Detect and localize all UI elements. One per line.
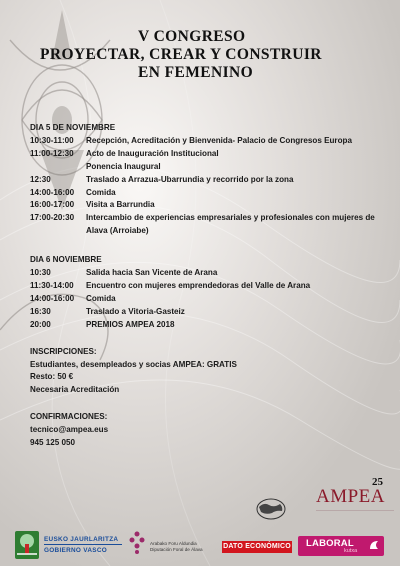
ampea-logo-number: 25 (372, 476, 383, 488)
schedule-time: 20:00 (30, 319, 51, 329)
alava-logo-line-2: Diputación Foral de Álava (150, 547, 203, 552)
inscripciones-heading: INSCRIPCIONES: (30, 346, 97, 356)
inscripciones-note: Necesaria Acreditación (30, 385, 120, 395)
schedule-row (30, 161, 380, 174)
dato-economico-logo: DATO ECONÓMICO (222, 541, 292, 553)
title-line-1: V CONGRESO (138, 28, 246, 45)
schedule-text: Traslado a Vitoria-Gasteiz (86, 306, 185, 316)
schedule-row (30, 267, 380, 280)
title-line-3: EN FEMENINO (138, 64, 254, 81)
schedule-row (30, 306, 380, 319)
schedule-time: 11:00-12:30 (30, 148, 74, 158)
basque-logo-divider (44, 544, 122, 545)
laboral-logo-word: LABORAL (306, 538, 354, 549)
schedule-text: Intercambio de experiencias empresariales y profesionales con mujeres de Alava (Arroiabe) (86, 213, 375, 236)
schedule-text: PREMIOS AMPEA 2018 (86, 319, 175, 329)
tree-emblem-icon (14, 530, 40, 560)
schedule-row (30, 280, 380, 293)
day1-heading: DIA 5 DE NOVIEMBRE (30, 123, 116, 132)
schedule-time: 12:30 (30, 174, 51, 184)
schedule-row (30, 199, 380, 212)
globe-logo (254, 496, 288, 522)
ampea-logo-tagline (316, 510, 394, 519)
alava-council-logo (128, 530, 220, 560)
day2-heading: DIA 6 NOVIEMBRE (30, 255, 102, 265)
schedule-row (30, 174, 380, 187)
schedule-time (30, 161, 86, 174)
schedule-time: 14:00-16:00 (30, 293, 75, 303)
inscripciones-line: Estudiantes, desempleados y socias AMPEA: GRATIS (30, 359, 237, 369)
sponsor-logos (0, 528, 400, 566)
schedule-row (30, 319, 380, 332)
ampea-logo (310, 476, 400, 526)
schedule-row (30, 212, 380, 238)
schedule-time: 11:30-14:00 (30, 280, 74, 290)
schedule-text: Traslado a Arrazua-Ubarrundia y recorrido por la zona (86, 174, 294, 184)
schedule-text: Salida hacia San Vicente de Arana (86, 268, 218, 278)
schedule-text: Ponencia Inaugural (86, 161, 161, 171)
basque-government-logo (14, 530, 122, 560)
basque-logo-line-2: GOBIERNO VASCO (44, 547, 108, 554)
ampea-logo-word: AMPEA (316, 486, 386, 507)
schedule-text: Acto de Inauguración Institucional (86, 148, 219, 158)
schedule-row (30, 148, 380, 161)
schedule-time: 16:30 (30, 306, 51, 316)
program-content (30, 122, 380, 450)
laboral-kutxa-logo (298, 536, 384, 556)
laboral-swirl-icon (368, 539, 380, 551)
schedule-row (30, 293, 380, 306)
schedule-text: Encuentro con mujeres emprendedoras del Valle de Arana (86, 280, 311, 290)
contact-email[interactable]: tecnico@ampea.eus (30, 425, 109, 435)
schedule-row (30, 135, 380, 148)
schedule-text: Visita a Barrundia (86, 200, 155, 210)
alava-logo-line-1: Arabako Foru Aldundia (150, 541, 197, 546)
schedule-text: Comida (86, 293, 116, 303)
schedule-text: Recepción, Acreditación y Bienvenida- Palacio de Congresos Europa (86, 135, 352, 145)
schedule-text: Comida (86, 187, 116, 197)
schedule-time: 10:30-11:00 (30, 135, 74, 145)
alava-mark-icon (128, 530, 146, 556)
schedule-time: 10:30 (30, 268, 51, 278)
confirmaciones-heading: CONFIRMACIONES: (30, 412, 108, 422)
contact-phone[interactable]: 945 125 050 (30, 438, 76, 448)
inscripciones-price: Resto: 50 € (30, 372, 74, 382)
schedule-row (30, 187, 380, 200)
title-line-2: PROYECTAR, CREAR Y CONSTRUIR (40, 46, 322, 63)
basque-logo-line-1: EUSKO JAURLARITZA (44, 536, 119, 543)
laboral-logo-sub: kutxa (344, 548, 358, 554)
schedule-time: 14:00-16:00 (30, 187, 75, 197)
schedule-time: 17:00-20:30 (30, 213, 75, 223)
schedule-time: 16:00-17:00 (30, 200, 75, 210)
